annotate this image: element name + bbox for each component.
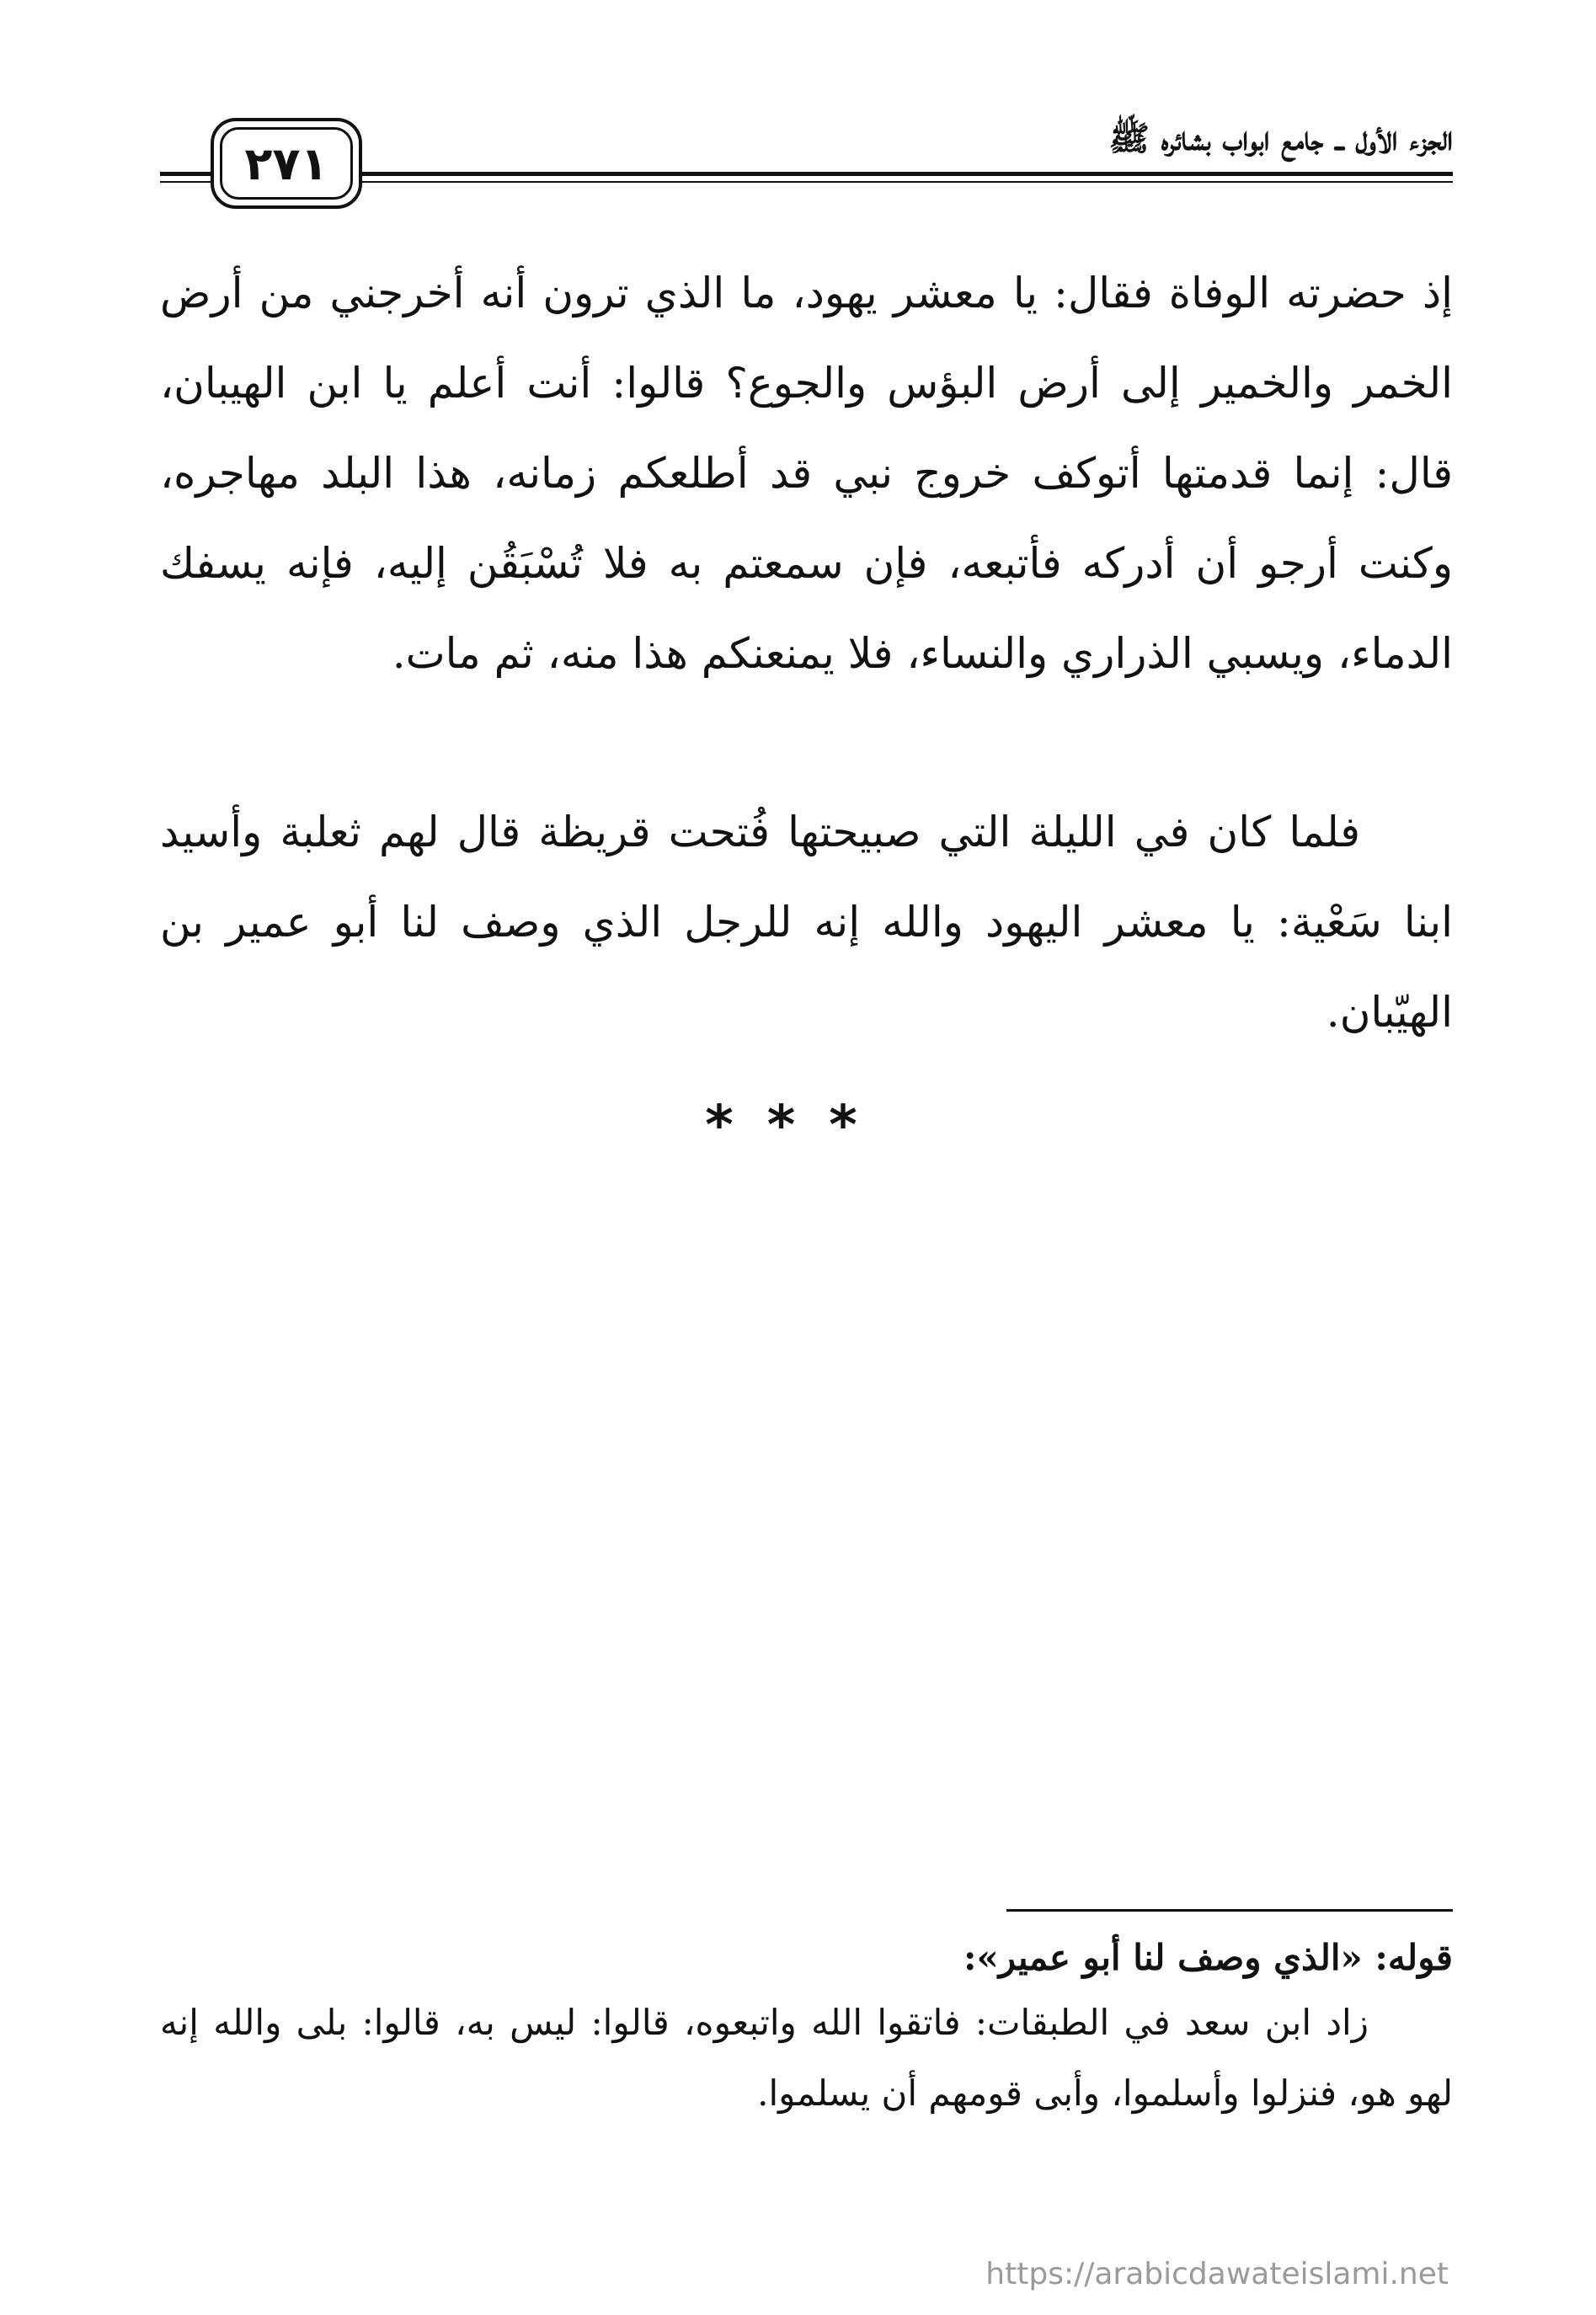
- section-separator: ***: [705, 1095, 891, 1157]
- page-number: ٢٧١: [220, 127, 353, 200]
- watermark-url: https://arabicdawateislami.net: [985, 2257, 1449, 2291]
- running-title: الجزء الأول ــ جامع ابواب بشائره ﷺ: [1108, 119, 1453, 158]
- footnote-rule: [1006, 1909, 1453, 1912]
- body-paragraph-2: فلما كان في الليلة التي صبيحتها فُتحت قريظة قال لهم ثعلبة وأسيد ابنا سَعْية: يا معشر اليهود والله إنه للرجل الذي وصف لنا أبو عمير بن الهيّبان.: [160, 808, 1453, 1037]
- footnote-text: زاد ابن سعد في الطبقات: فاتقوا الله واتبعوه، قالوا: ليس به، قالوا: بلى والله إنه لهو هو، فنزلوا وأسلموا، وأبى قومهم أن يسلموا.: [160, 2002, 1453, 2114]
- footnote-heading: قوله: «الذي وصف لنا أبو عمير»:: [963, 1937, 1453, 1978]
- body-paragraph-1: إذ حضرته الوفاة فقال: يا معشر يهود، ما الذي ترون أنه أخرجني من أرض الخمر والخمير إلى أرض البؤس والجوع؟ قالوا: أنت أعلم يا ابن الهيبان، قال: إنما قدمتها أتوكف خروج نبي قد أطلعكم زمانه، هذا البلد مهاجره، وكنت أرجو أن أدركه فأتبعه، فإن سمعتم به فلا تُسْبَقُن إليه، فإنه يسفك الدماء، ويسبي الذراري والنساء، فلا يمنعنكم هذا منه، ثم مات.: [160, 269, 1453, 678]
- page-number-frame: [211, 118, 362, 209]
